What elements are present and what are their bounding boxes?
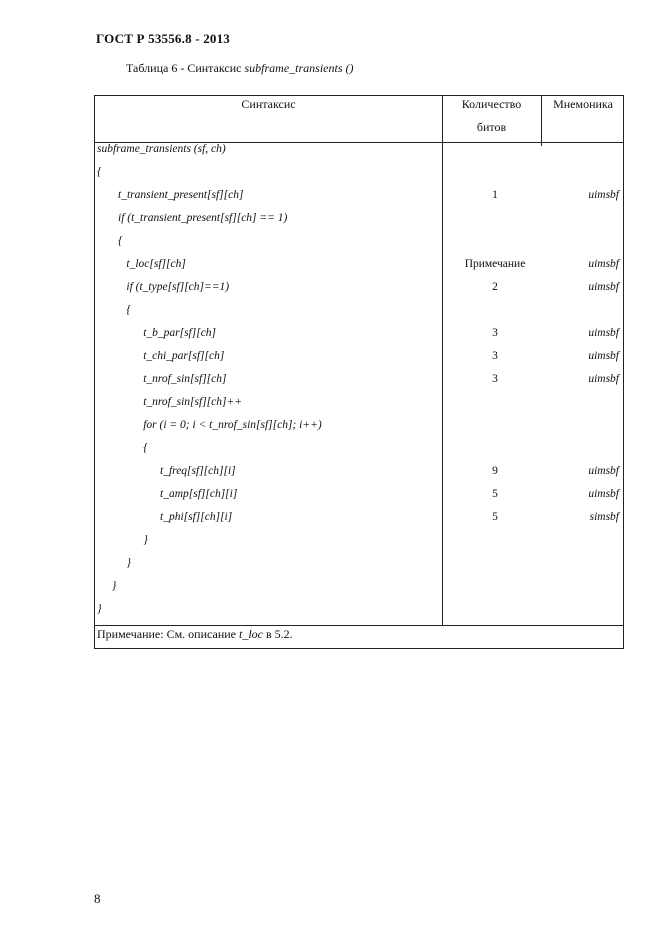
- document-header: ГОСТ Р 53556.8 - 2013: [96, 31, 230, 46]
- syntax-table: [94, 95, 624, 649]
- bits-cell: 2: [492, 281, 498, 293]
- mnemonic-cell: uimsbf: [588, 327, 619, 339]
- bits-cell: 5: [492, 488, 498, 500]
- mnemonic-cell: uimsbf: [588, 465, 619, 477]
- syntax-line: {: [97, 166, 102, 178]
- syntax-line: for (i = 0; i < t_nrof_sin[sf][ch]; i++): [143, 419, 322, 431]
- bits-cell: 3: [492, 350, 498, 362]
- note-suffix: в 5.2.: [262, 627, 293, 641]
- syntax-line: {: [126, 304, 131, 316]
- mnemonic-cell: uimsbf: [588, 350, 619, 362]
- syntax-line: subframe_transients (sf, ch): [97, 143, 226, 155]
- note-term: t_loc: [238, 627, 263, 641]
- column-header-mnemonic: Мнемоника: [553, 97, 613, 111]
- column-header-bits-line1: Количество: [461, 97, 522, 111]
- syntax-line: if (t_transient_present[sf][ch] == 1): [118, 212, 288, 224]
- column-header-bits-line2: битов: [476, 120, 507, 134]
- caption-function: subframe_transients (): [244, 61, 354, 75]
- mnemonic-cell: uimsbf: [588, 258, 619, 270]
- mnemonic-cell: uimsbf: [588, 488, 619, 500]
- syntax-line: t_b_par[sf][ch]: [143, 327, 217, 339]
- table-note: [97, 627, 293, 642]
- bits-cell: 9: [492, 465, 498, 477]
- note-divider: [95, 625, 623, 626]
- syntax-line: }: [111, 580, 117, 592]
- syntax-line: if (t_type[sf][ch]==1): [126, 281, 230, 293]
- mnemonic-cell: uimsbf: [588, 189, 619, 201]
- note-prefix: Примечание: См. описание: [97, 627, 239, 641]
- bits-cell: 3: [492, 327, 498, 339]
- syntax-line: {: [118, 235, 123, 247]
- table-caption: [126, 61, 354, 76]
- syntax-line: t_freq[sf][ch][i]: [160, 465, 236, 477]
- column-divider-1: [442, 96, 443, 626]
- syntax-line: t_nrof_sin[sf][ch]: [143, 373, 227, 385]
- bits-cell: Примечание: [464, 258, 526, 270]
- syntax-line: t_amp[sf][ch][i]: [160, 488, 238, 500]
- mnemonic-cell: uimsbf: [588, 373, 619, 385]
- mnemonic-cell: simsbf: [589, 511, 619, 523]
- syntax-line: }: [97, 603, 102, 615]
- syntax-line: t_chi_par[sf][ch]: [143, 350, 225, 362]
- syntax-line: }: [143, 534, 148, 546]
- bits-cell: 3: [492, 373, 498, 385]
- syntax-line: }: [126, 557, 131, 569]
- syntax-line: {: [143, 442, 148, 454]
- bits-cell: 5: [492, 511, 498, 523]
- mnemonic-cell: uimsbf: [588, 281, 619, 293]
- page-number: 8: [94, 891, 101, 906]
- bits-cell: 1: [492, 189, 498, 201]
- syntax-line: t_nrof_sin[sf][ch]++: [143, 396, 242, 408]
- column-header-bits: [442, 93, 541, 139]
- syntax-line: t_phi[sf][ch][i]: [160, 511, 233, 523]
- column-header-syntax: Синтаксис: [241, 97, 296, 111]
- syntax-line: t_transient_present[sf][ch]: [118, 189, 244, 201]
- syntax-line: t_loc[sf][ch]: [126, 258, 186, 270]
- caption-prefix: Таблица 6 - Синтаксис: [126, 61, 245, 75]
